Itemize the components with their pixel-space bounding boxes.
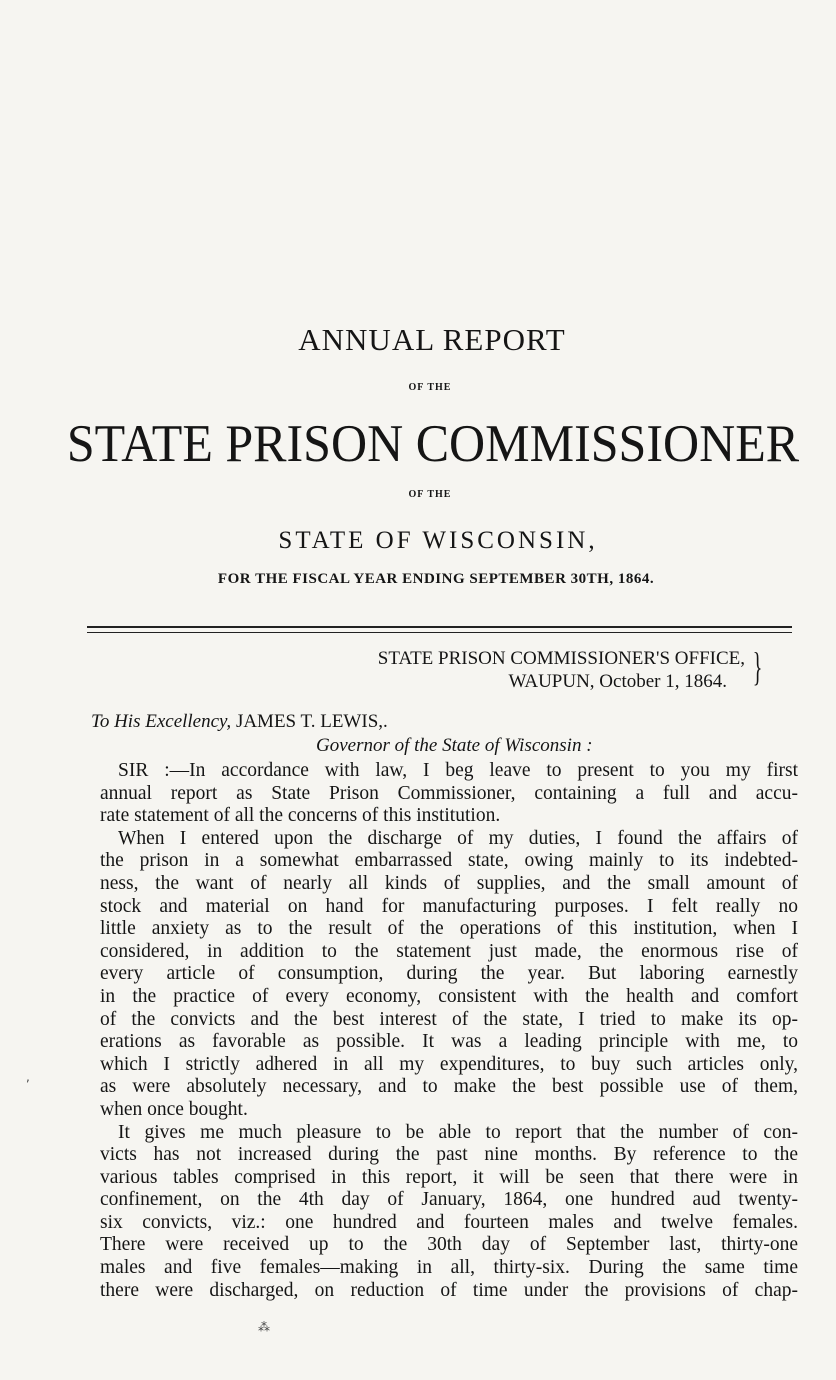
report-body	[100, 760, 798, 1302]
body-line: in the practice of every economy, consistent with the health and comfort	[100, 985, 798, 1007]
ink-smudge: ⁂	[258, 1320, 270, 1334]
body-line: which I strictly adhered in all my expenditures, to buy such articles only,	[100, 1053, 798, 1075]
body-line: males and five females—making in all, thirty-six. During the same time	[100, 1257, 798, 1279]
body-line: various tables comprised in this report, it will be seen that there were in	[100, 1166, 798, 1188]
brace-icon: }	[752, 644, 763, 689]
body-line: of the convicts and the best interest of the state, I tried to make its op-	[100, 1008, 798, 1030]
body-line: confinement, on the 4th day of January, 1864, one hundred aud twenty-	[100, 1189, 798, 1211]
state-title: STATE OF WISCONSIN,	[278, 527, 598, 554]
body-line: It gives me much pleasure to be able to report that the number of con-	[118, 1121, 798, 1143]
body-line: every article of consumption, during the year. But laboring earnestly	[100, 963, 798, 985]
body-line: six convicts, viz.: one hundred and fourteen males and twelve females.	[100, 1211, 798, 1233]
of-the-label: OF THE	[408, 382, 452, 393]
body-line: When I entered upon the discharge of my duties, I found the affairs of	[118, 827, 798, 849]
addressee	[91, 711, 388, 733]
of-the-label-2: OF THE	[408, 489, 452, 500]
body-line: when once bought.	[100, 1098, 248, 1120]
double-rule-bottom	[87, 632, 792, 633]
body-line: victs has not increased during the past nine months. By reference to the	[100, 1144, 798, 1166]
body-line: erations as favorable as possible. It was a leading principle with me, to	[100, 1031, 798, 1053]
addressee-title: Governor of the State of Wisconsin :	[316, 735, 593, 756]
body-line: There were received up to the 30th day of September last, thirty-one	[100, 1234, 798, 1256]
office-date: WAUPUN, October 1, 1864.	[508, 671, 727, 692]
addressee-prefix: To His Excellency,	[91, 711, 232, 732]
body-line: considered, in addition to the statement just made, the enormous rise of	[100, 940, 798, 962]
body-line: rate statement of all the concerns of this institution.	[100, 805, 501, 827]
body-line: little anxiety as to the result of the operations of this institution, when I	[100, 918, 798, 940]
body-line: stock and material on hand for manufacturing purposes. I felt really no	[100, 895, 798, 917]
body-line: annual report as State Prison Commissioner, containing a full and accu-	[100, 782, 798, 804]
margin-mark: ,	[26, 1070, 30, 1084]
body-line: the prison in a somewhat embarrassed state, owing mainly to its indebted-	[100, 850, 798, 872]
body-line: SIR :—In accordance with law, I beg leave to present to you my first	[118, 760, 798, 781]
double-rule-top	[87, 626, 792, 628]
body-line: as were absolutely necessary, and to make the best possible use of them,	[100, 1076, 798, 1098]
addressee-name: JAMES T. LEWIS,.	[235, 711, 388, 732]
office-name: STATE PRISON COMMISSIONER'S OFFICE,	[377, 648, 745, 669]
body-line: there were discharged, on reduction of time under the provisions of chap-	[100, 1279, 798, 1301]
office-dateline	[300, 647, 745, 693]
fiscal-year-line: FOR THE FISCAL YEAR ENDING SEPTEMBER 30TH, 1864.	[217, 571, 655, 587]
body-line: ness, the want of nearly all kinds of supplies, and the small amount of	[100, 872, 798, 894]
report-title: ANNUAL REPORT	[298, 322, 566, 357]
commissioner-title: STATE PRISON COMMISSIONER	[66, 413, 800, 473]
